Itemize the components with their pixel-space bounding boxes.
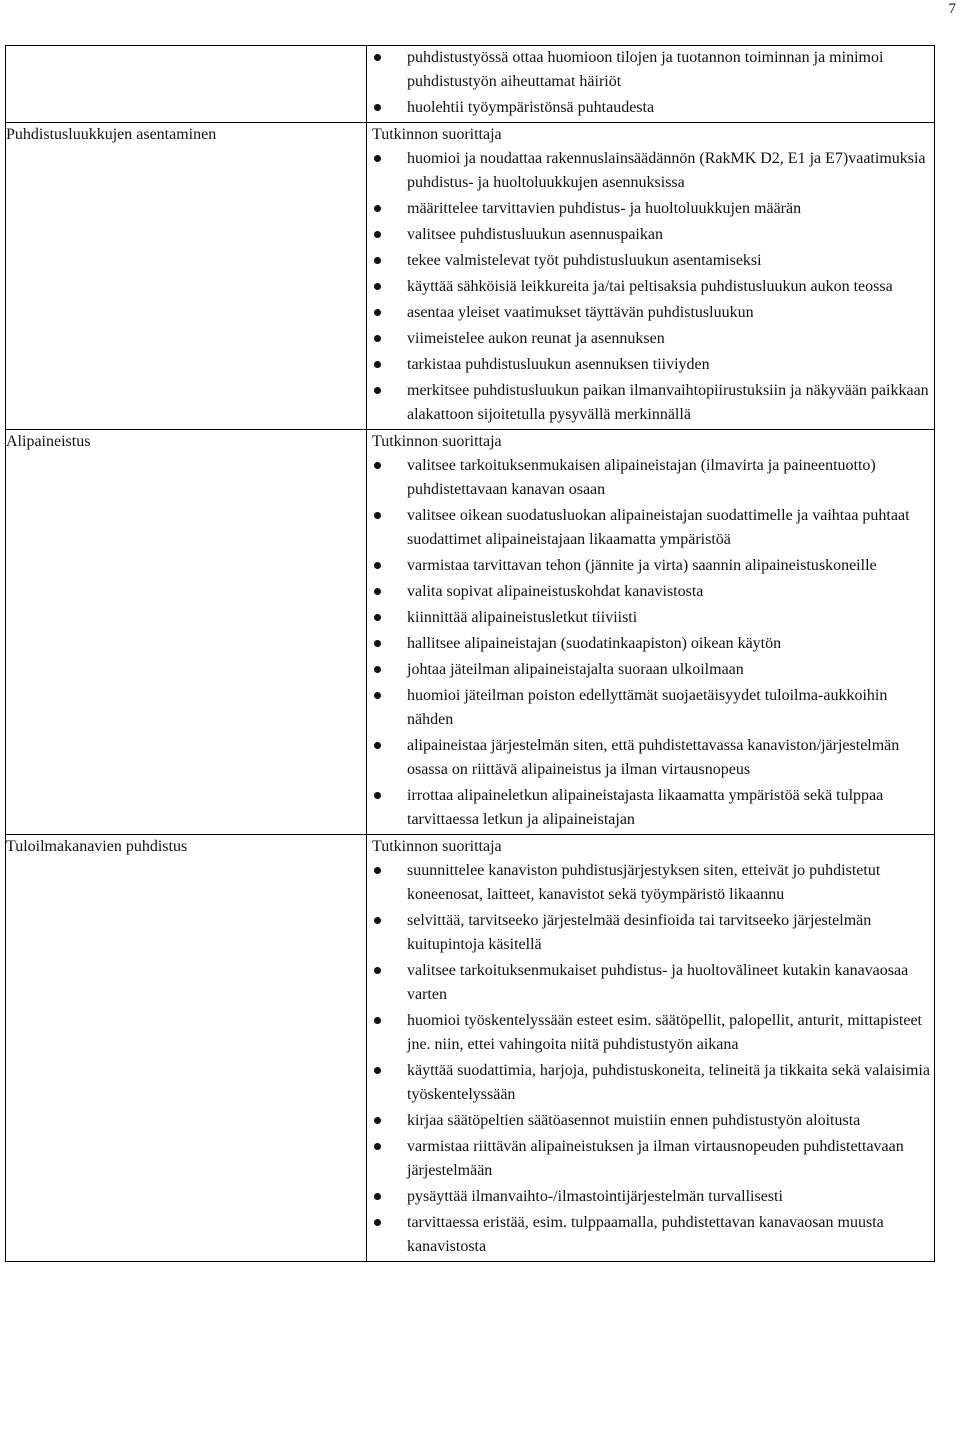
competence-area-title: Puhdistusluukkujen asentaminen [6, 126, 217, 143]
list-item [367, 859, 934, 907]
list-item [367, 327, 934, 351]
competence-area-cell [6, 835, 367, 1262]
list-item-text: viimeistelee aukon reunat ja asennuksen [407, 330, 665, 347]
criteria-heading: Tutkinnon suorittaja [372, 838, 502, 855]
list-item-text: tekee valmistelevat työt puhdistusluukun asentamiseksi [407, 252, 762, 269]
bullet-icon [374, 283, 381, 290]
bullet-icon [374, 512, 381, 519]
bullet-icon [374, 967, 381, 974]
criteria-list [367, 46, 934, 120]
list-item [367, 454, 934, 502]
bullet-icon [374, 614, 381, 621]
list-item-text: puhdistustyössä ottaa huomioon tilojen ja tuotannon toiminnan ja minimoi puhdistustyön aiheuttamat häiriöt [407, 49, 884, 90]
list-item-text: huomioi jäteilman poiston edellyttämät suojaetäisyydet tuloilma-aukkoihin nähden [407, 687, 888, 728]
list-item-text: kirjaa säätöpeltien säätöasennot muistiin ennen puhdistustyön aloitusta [407, 1112, 861, 1129]
bullet-icon [374, 104, 381, 111]
list-item-text: tarkistaa puhdistusluukun asennuksen tiiviyden [407, 356, 710, 373]
bullet-icon [374, 205, 381, 212]
criteria-list [367, 859, 934, 1259]
bullet-icon [374, 231, 381, 238]
page-number: 7 [948, 1, 956, 17]
list-item-text: valita sopivat alipaineistuskohdat kanavistosta [407, 583, 704, 600]
bullet-icon [374, 1143, 381, 1150]
list-item-text: johtaa jäteilman alipaineistajalta suoraan ulkoilmaan [407, 661, 744, 678]
table-row [6, 46, 935, 123]
list-item-text: määrittelee tarvittavien puhdistus- ja huoltoluukkujen määrän [407, 200, 802, 217]
bullet-icon [374, 387, 381, 394]
list-item [367, 223, 934, 247]
list-item [367, 96, 934, 120]
list-item [367, 784, 934, 832]
list-item [367, 1059, 934, 1107]
list-item [367, 658, 934, 682]
bullet-icon [374, 1117, 381, 1124]
list-item [367, 353, 934, 377]
list-item [367, 1211, 934, 1259]
list-item-text: huolehtii työympäristönsä puhtaudesta [407, 99, 655, 116]
list-item-text: huomioi ja noudattaa rakennuslainsäädännön (RakMK D2, E1 ja E7)vaatimuksia puhdistus- ja huoltoluukkujen asennuksissa [407, 150, 926, 191]
bullet-icon [374, 917, 381, 924]
list-item [367, 1109, 934, 1133]
list-item [367, 632, 934, 656]
criteria-cell [367, 123, 935, 430]
bullet-icon [374, 361, 381, 368]
list-item [367, 301, 934, 325]
list-item [367, 249, 934, 273]
list-item [367, 1135, 934, 1183]
bullet-icon [374, 1017, 381, 1024]
bullet-icon [374, 1193, 381, 1200]
list-item-text: valitsee tarkoituksenmukaisen alipaineistajan (ilmavirta ja paineentuotto) puhdistettavaan kanavan osaan [407, 457, 876, 498]
list-item-text: kiinnittää alipaineistusletkut tiiviisti [407, 609, 638, 626]
list-item-text: irrottaa alipaineletkun alipaineistajasta likaamatta ympäristöä sekä tulppaa tarvittaessa letkun ja alipaineistajan [407, 787, 884, 828]
list-item-text: varmistaa riittävän alipaineistuksen ja ilman virtausnopeuden puhdistettavaan järjestelmään [407, 1138, 904, 1179]
list-item-text: hallitsee alipaineistajan (suodatinkaapiston) oikean käytön [407, 635, 782, 652]
list-item [367, 1009, 934, 1057]
list-item-text: alipaineistaa järjestelmän siten, että puhdistettavassa kanaviston/järjestelmän osassa on riittävä alipaineistus ja ilman virtausnopeus [407, 737, 900, 778]
list-item [367, 684, 934, 732]
bullet-icon [374, 588, 381, 595]
bullet-icon [374, 54, 381, 61]
bullet-icon [374, 666, 381, 673]
bullet-icon [374, 335, 381, 342]
list-item-text: pysäyttää ilmanvaihto-/ilmastointijärjestelmän turvallisesti [407, 1188, 783, 1205]
competence-area-cell [6, 46, 367, 123]
table-body [6, 46, 935, 1262]
bullet-icon [374, 257, 381, 264]
list-item-text: tarvittaessa eristää, esim. tulppaamalla, puhdistettavan kanavaosan muusta kanavistosta [407, 1214, 884, 1255]
list-item-text: valitsee oikean suodatusluokan alipaineistajan suodattimelle ja vaihtaa puhtaat suodattimet alipaineistajaan likaamatta ympäristöä [407, 507, 910, 548]
list-item [367, 504, 934, 552]
list-item [367, 734, 934, 782]
criteria-heading: Tutkinnon suorittaja [372, 126, 502, 143]
table-row [6, 835, 935, 1262]
criteria-cell [367, 430, 935, 835]
bullet-icon [374, 867, 381, 874]
bullet-icon [374, 309, 381, 316]
bullet-icon [374, 462, 381, 469]
table-row [6, 430, 935, 835]
criteria-cell [367, 835, 935, 1262]
list-item-text: valitsee tarkoituksenmukaiset puhdistus- ja huoltovälineet kutakin kanavaosaa varten [407, 962, 909, 1003]
list-item-text: asentaa yleiset vaatimukset täyttävän puhdistusluukun [407, 304, 754, 321]
list-item [367, 606, 934, 630]
list-item [367, 554, 934, 578]
bullet-icon [374, 155, 381, 162]
list-item [367, 197, 934, 221]
list-item-text: valitsee puhdistusluukun asennuspaikan [407, 226, 663, 243]
bullet-icon [374, 1219, 381, 1226]
bullet-icon [374, 640, 381, 647]
list-item-text: varmistaa tarvittavan tehon (jännite ja virta) saannin alipaineistuskoneille [407, 557, 877, 574]
list-item-text: selvittää, tarvitseeko järjestelmää desinfioida tai tarvitseeko järjestelmän kuitupintoja käsitellä [407, 912, 872, 953]
criteria-heading: Tutkinnon suorittaja [372, 433, 502, 450]
table-row [6, 123, 935, 430]
competence-area-cell [6, 123, 367, 430]
list-item-text: suunnittelee kanaviston puhdistusjärjestyksen siten, etteivät jo puhdistetut koneenosat, laitteet, kanavistot sekä työympäristö likaannu [407, 862, 881, 903]
list-item [367, 959, 934, 1007]
list-item [367, 275, 934, 299]
list-item-text: käyttää suodattimia, harjoja, puhdistuskoneita, telineitä ja tikkaita sekä valaisimia työskentelyssään [407, 1062, 930, 1103]
bullet-icon [374, 742, 381, 749]
list-item-text: merkitsee puhdistusluukun paikan ilmanvaihtopiirustuksiin ja näkyvään paikkaan alakattoon sijoitetulla pysyvällä merkinnällä [407, 382, 929, 423]
competence-table [5, 45, 935, 1262]
criteria-list [367, 147, 934, 427]
bullet-icon [374, 792, 381, 799]
bullet-icon [374, 562, 381, 569]
bullet-icon [374, 1067, 381, 1074]
list-item-text: huomioi työskentelyssään esteet esim. säätöpellit, palopellit, anturit, mittapisteet jne. niin, ettei vahingoita niitä puhdistustyön aikana [407, 1012, 922, 1053]
competence-area-title: Alipaineistus [6, 433, 91, 450]
competence-area-cell [6, 430, 367, 835]
list-item-text: käyttää sähköisiä leikkureita ja/tai peltisaksia puhdistusluukun aukon teossa [407, 278, 893, 295]
list-item [367, 1185, 934, 1209]
competence-area-title: Tuloilmakanavien puhdistus [6, 838, 188, 855]
list-item [367, 46, 934, 94]
criteria-cell [367, 46, 935, 123]
list-item [367, 909, 934, 957]
bullet-icon [374, 692, 381, 699]
list-item [367, 379, 934, 427]
list-item [367, 147, 934, 195]
criteria-list [367, 454, 934, 832]
list-item [367, 580, 934, 604]
